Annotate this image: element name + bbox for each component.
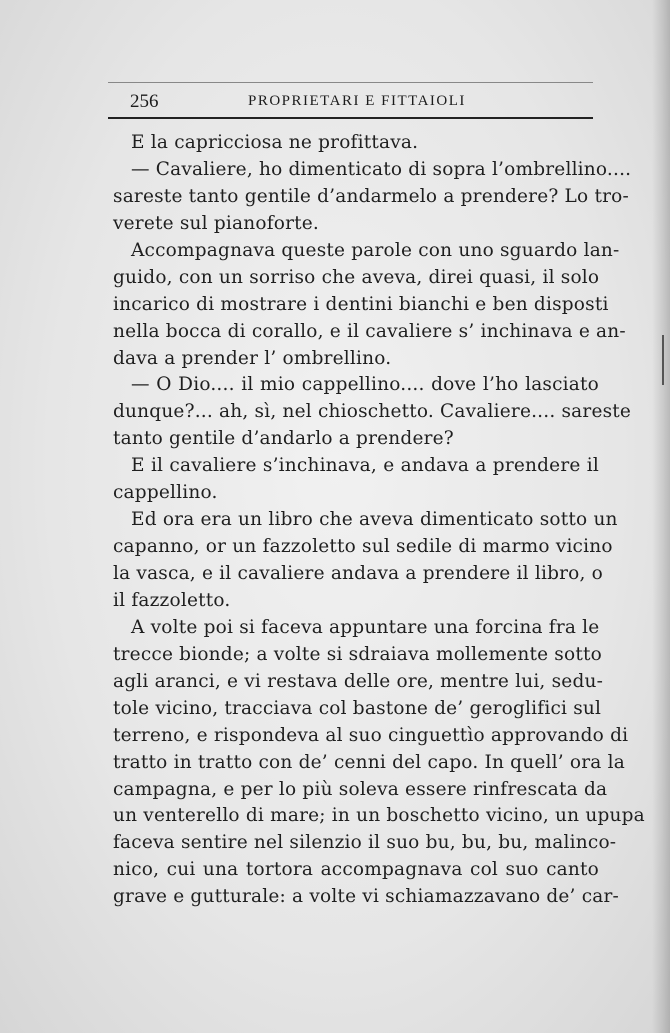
text-line: — Cavaliere, ho dimenticato di sopra l’ombrellino....	[131, 158, 632, 180]
text-line: nella bocca di corallo, e il cavaliere s’ inchinava e an-	[113, 320, 626, 342]
text-line: un venterello di mare; in un boschetto vicino, un upupa	[113, 805, 645, 827]
text-line: guido, con un sorriso che aveva, direi quasi, il solo	[113, 266, 600, 288]
text-line: verete sul pianoforte.	[113, 212, 319, 234]
text-line: dunque?... ah, sì, nel chioschetto. Cavaliere.... sareste	[113, 401, 632, 423]
text-line: dava a prender l’ ombrellino.	[113, 347, 392, 369]
text-line: la vasca, e il cavaliere andava a prendere il libro, o	[113, 563, 603, 584]
text-line: Accompagnava queste parole con uno sguardo lan-	[131, 239, 620, 261]
text-line: — O Dio.... il mio cappellino.... dove l’ho lasciato	[131, 374, 599, 396]
text-line: capanno, or un fazzoletto sul sedile di marmo vicino	[113, 536, 613, 558]
page-edge-shadow	[652, 0, 670, 1033]
page-edge-mark	[662, 335, 664, 385]
text-line: grave e gutturale: a volte vi schiamazzavano de’ car-	[113, 886, 620, 908]
text-line: trecce bionde; a volte si sdraiava mollemente sotto	[113, 643, 602, 665]
text-line: agli aranci, e vi restava delle ore, mentre lui, sedu-	[113, 670, 604, 692]
text-line: faceva sentire nel silenzio il suo bu, bu, bu, malinco-	[113, 832, 617, 854]
text-line: E il cavaliere s’inchinava, e andava a prendere il	[131, 455, 599, 477]
text-line: nico, cui una tortora accompagnava col suo canto	[113, 859, 599, 881]
text-line: campagna, e per lo più soleva essere rinfrescata da	[113, 778, 608, 800]
header-rule	[108, 117, 593, 119]
header-top-rule	[108, 82, 593, 83]
text-line: Ed ora era un libro che aveva dimenticato sotto un	[131, 509, 618, 531]
text-line: cappellino.	[113, 482, 218, 504]
text-line: A volte poi si faceva appuntare una forcina fra le	[131, 616, 600, 638]
page-number: 256	[130, 91, 159, 112]
text-line: tole vicino, tracciava col bastone de’ geroglifici sul	[113, 697, 602, 719]
text-line: incarico di mostrare i dentini bianchi e ben disposti	[113, 293, 609, 315]
text-line: terreno, e rispondeva al suo cinguettìo approvando di	[113, 724, 629, 746]
text-line: tanto gentile d’andarlo a prendere?	[113, 428, 454, 450]
text-line: il fazzoletto.	[113, 589, 231, 611]
text-line: E la capricciosa ne profittava.	[131, 132, 419, 153]
page-header	[108, 88, 593, 116]
text-line: sareste tanto gentile d’andarmelo a prendere? Lo tro-	[113, 185, 629, 207]
running-head: PROPRIETARI E FITTAIOLI	[248, 93, 466, 109]
text-line: tratto in tratto con de’ cenni del capo. In quell’ ora la	[113, 751, 625, 773]
body-text	[113, 130, 645, 911]
